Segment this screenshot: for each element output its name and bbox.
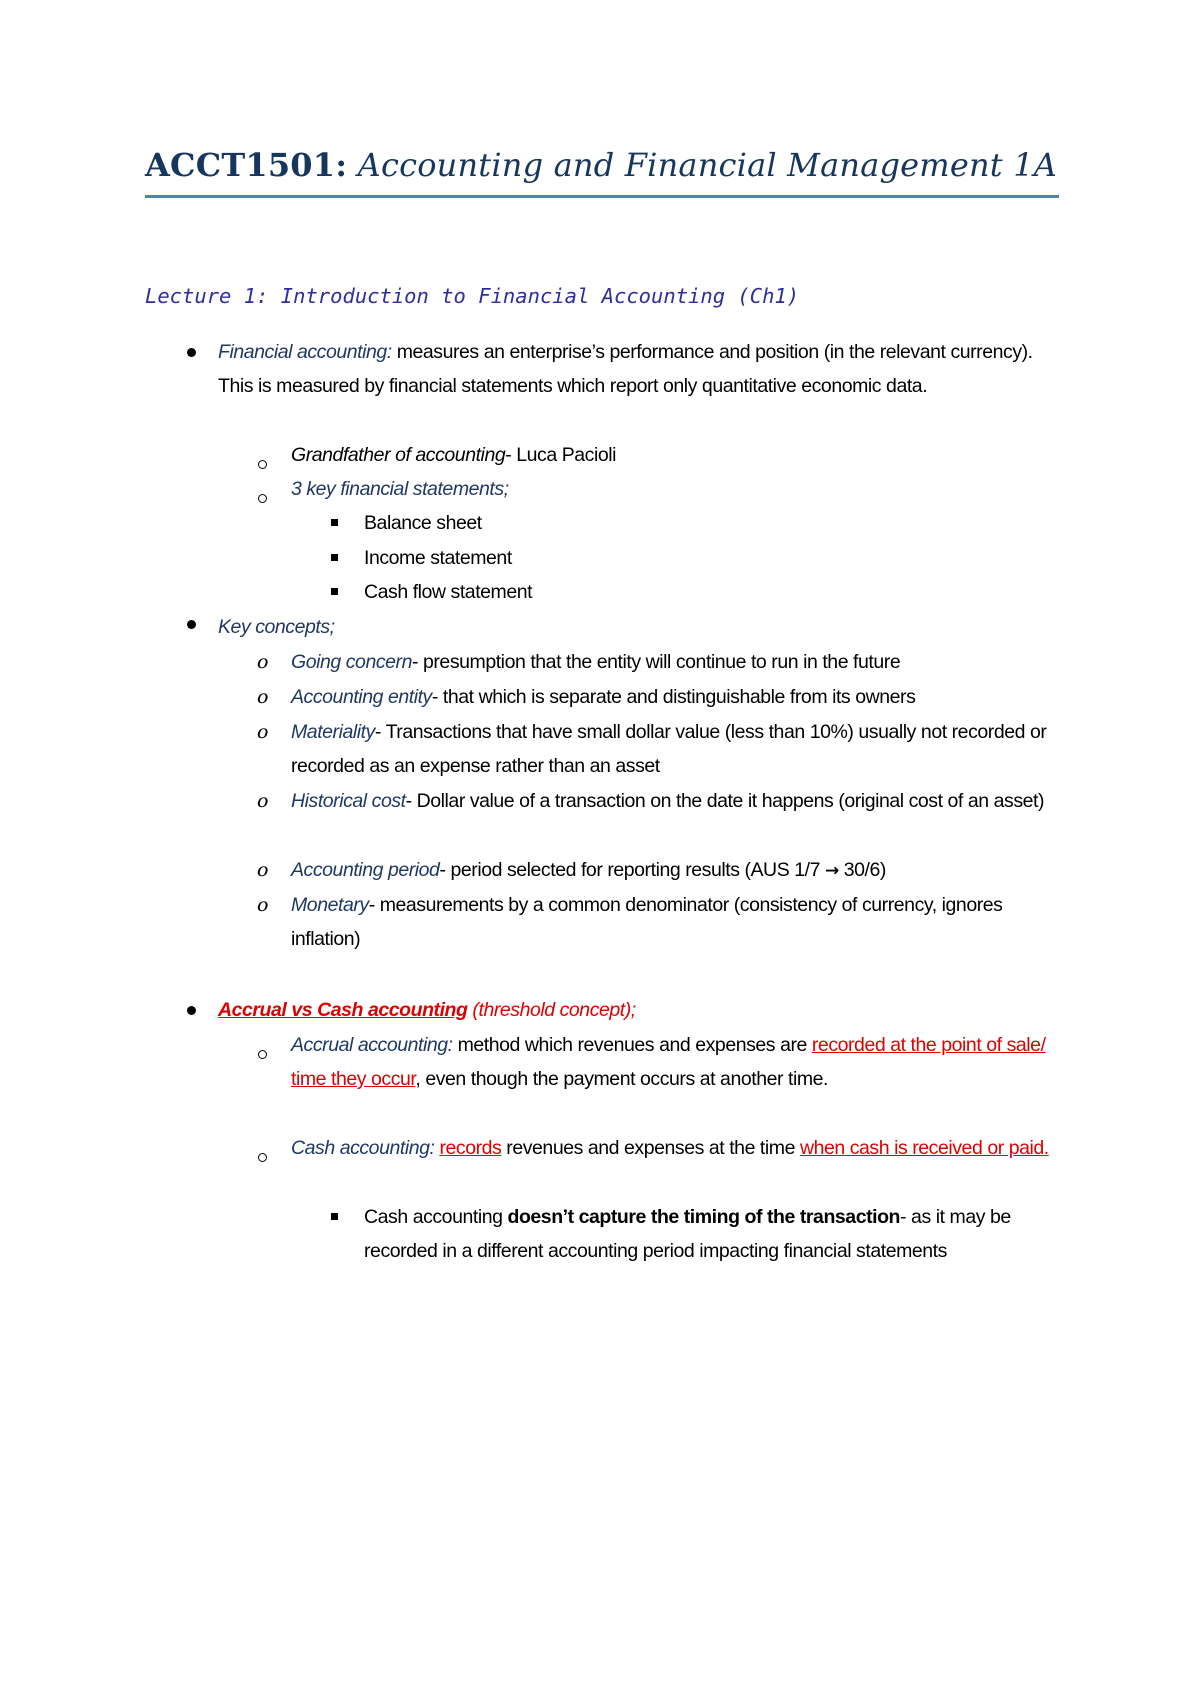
bullet-square-icon (331, 519, 338, 526)
threshold-concept-note: (threshold concept); (467, 999, 636, 1021)
cash-highlight-received: when cash is received or paid. (799, 1137, 1049, 1159)
timing-note-bold: doesn’t capture the timing of the transaction (507, 1206, 901, 1228)
concept-item (291, 784, 1061, 818)
bullet-o-icon: o (257, 859, 268, 881)
accrual-vs-cash-item (218, 993, 1048, 1027)
term-cash-accounting: Cash accounting: (291, 1137, 435, 1159)
statement-item: Balance sheet (364, 512, 482, 534)
course-name: Accounting and Financial Management 1A (347, 146, 1058, 184)
concept-term: Historical cost (291, 790, 406, 812)
concept-item (291, 853, 1061, 888)
bullet-dot-icon (187, 348, 196, 357)
document-title (145, 146, 1057, 184)
key-concepts-item (218, 610, 1048, 644)
right-arrow-icon: → (824, 861, 839, 881)
term-grandfather: Grandfather of accounting (291, 444, 506, 466)
accrual-highlight: recorded at the point of sale/ time they occur (291, 1034, 1046, 1090)
concept-item (291, 645, 1061, 679)
concept-definition: - period selected for reporting results (AUS 1/7 (439, 859, 825, 881)
bullet-o-icon: o (257, 894, 268, 916)
key-concepts-heading: Key concepts; (218, 616, 335, 638)
statements-heading-item (291, 472, 1061, 506)
concept-definition: - presumption that the entity will continue to run in the future (411, 651, 901, 673)
bullet-circle-icon (258, 1153, 267, 1162)
bullet-circle-icon (258, 1050, 267, 1059)
statements-heading: 3 key financial statements; (291, 478, 509, 500)
accrual-text-end: , even though the payment occurs at another time. (415, 1068, 829, 1090)
bullet-o-icon: o (257, 721, 268, 743)
timing-note-end: - as it may be recorded in a different accounting period impacting financial statements (364, 1206, 1011, 1262)
course-code: ACCT1501: (145, 146, 348, 184)
concept-item (291, 888, 1061, 956)
concept-definition-end: 30/6) (838, 859, 886, 881)
concept-definition: - Dollar value of a transaction on the date it happens (original cost of an asset) (405, 790, 1045, 812)
accrual-text-start: method which revenues and expenses are (452, 1034, 812, 1056)
accrual-vs-cash-heading: Accrual vs Cash accounting (218, 999, 468, 1021)
concept-definition: - measurements by a common denominator (consistency of currency, ignores inflation) (291, 894, 1003, 950)
definition-financial-accounting: measures an enterprise’s performance and position (in the relevant currency). This is measured by financial statements which report only quantitative economic data. (218, 341, 1033, 397)
bullet-dot-icon (187, 1006, 196, 1015)
concept-term: Accounting entity (291, 686, 432, 708)
concept-item (291, 680, 1061, 714)
concept-term: Monetary (291, 894, 369, 916)
definition-grandfather: - Luca Pacioli (505, 444, 616, 466)
cash-accounting-item (291, 1131, 1061, 1165)
bullet-square-icon (331, 588, 338, 595)
bullet-circle-icon (258, 460, 267, 469)
accrual-accounting-item (291, 1028, 1061, 1096)
bullet-square-icon (331, 554, 338, 561)
concept-term: Accounting period (291, 859, 440, 881)
cash-text-middle: revenues and expenses at the time (501, 1137, 800, 1159)
timing-note-item (364, 1200, 1054, 1268)
cash-highlight-records: records (439, 1137, 502, 1159)
concept-term: Going concern (291, 651, 412, 673)
grandfather-item (291, 438, 1061, 472)
concept-definition: - Transactions that have small dollar value (less than 10%) usually not recorded or recorded as an expense rather than an asset (291, 721, 1047, 777)
bullet-dot-icon (187, 620, 196, 629)
statement-item: Cash flow statement (364, 581, 533, 603)
statement-item: Income statement (364, 547, 512, 569)
bullet-circle-icon (258, 494, 267, 503)
timing-note-start: Cash accounting (364, 1206, 508, 1228)
financial-accounting-item (218, 335, 1048, 403)
bullet-o-icon: o (257, 686, 268, 708)
concept-definition: - that which is separate and distinguishable from its owners (431, 686, 916, 708)
bullet-o-icon: o (257, 790, 268, 812)
concept-term: Materiality (291, 721, 375, 743)
bullet-o-icon: o (257, 651, 268, 673)
title-underline-rule (145, 195, 1059, 198)
term-financial-accounting: Financial accounting: (218, 341, 392, 363)
lecture-heading: Lecture 1: Introduction to Financial Accounting (Ch1) (145, 284, 800, 308)
bullet-square-icon (331, 1213, 338, 1220)
concept-item (291, 715, 1061, 783)
term-accrual-accounting: Accrual accounting: (291, 1034, 453, 1056)
